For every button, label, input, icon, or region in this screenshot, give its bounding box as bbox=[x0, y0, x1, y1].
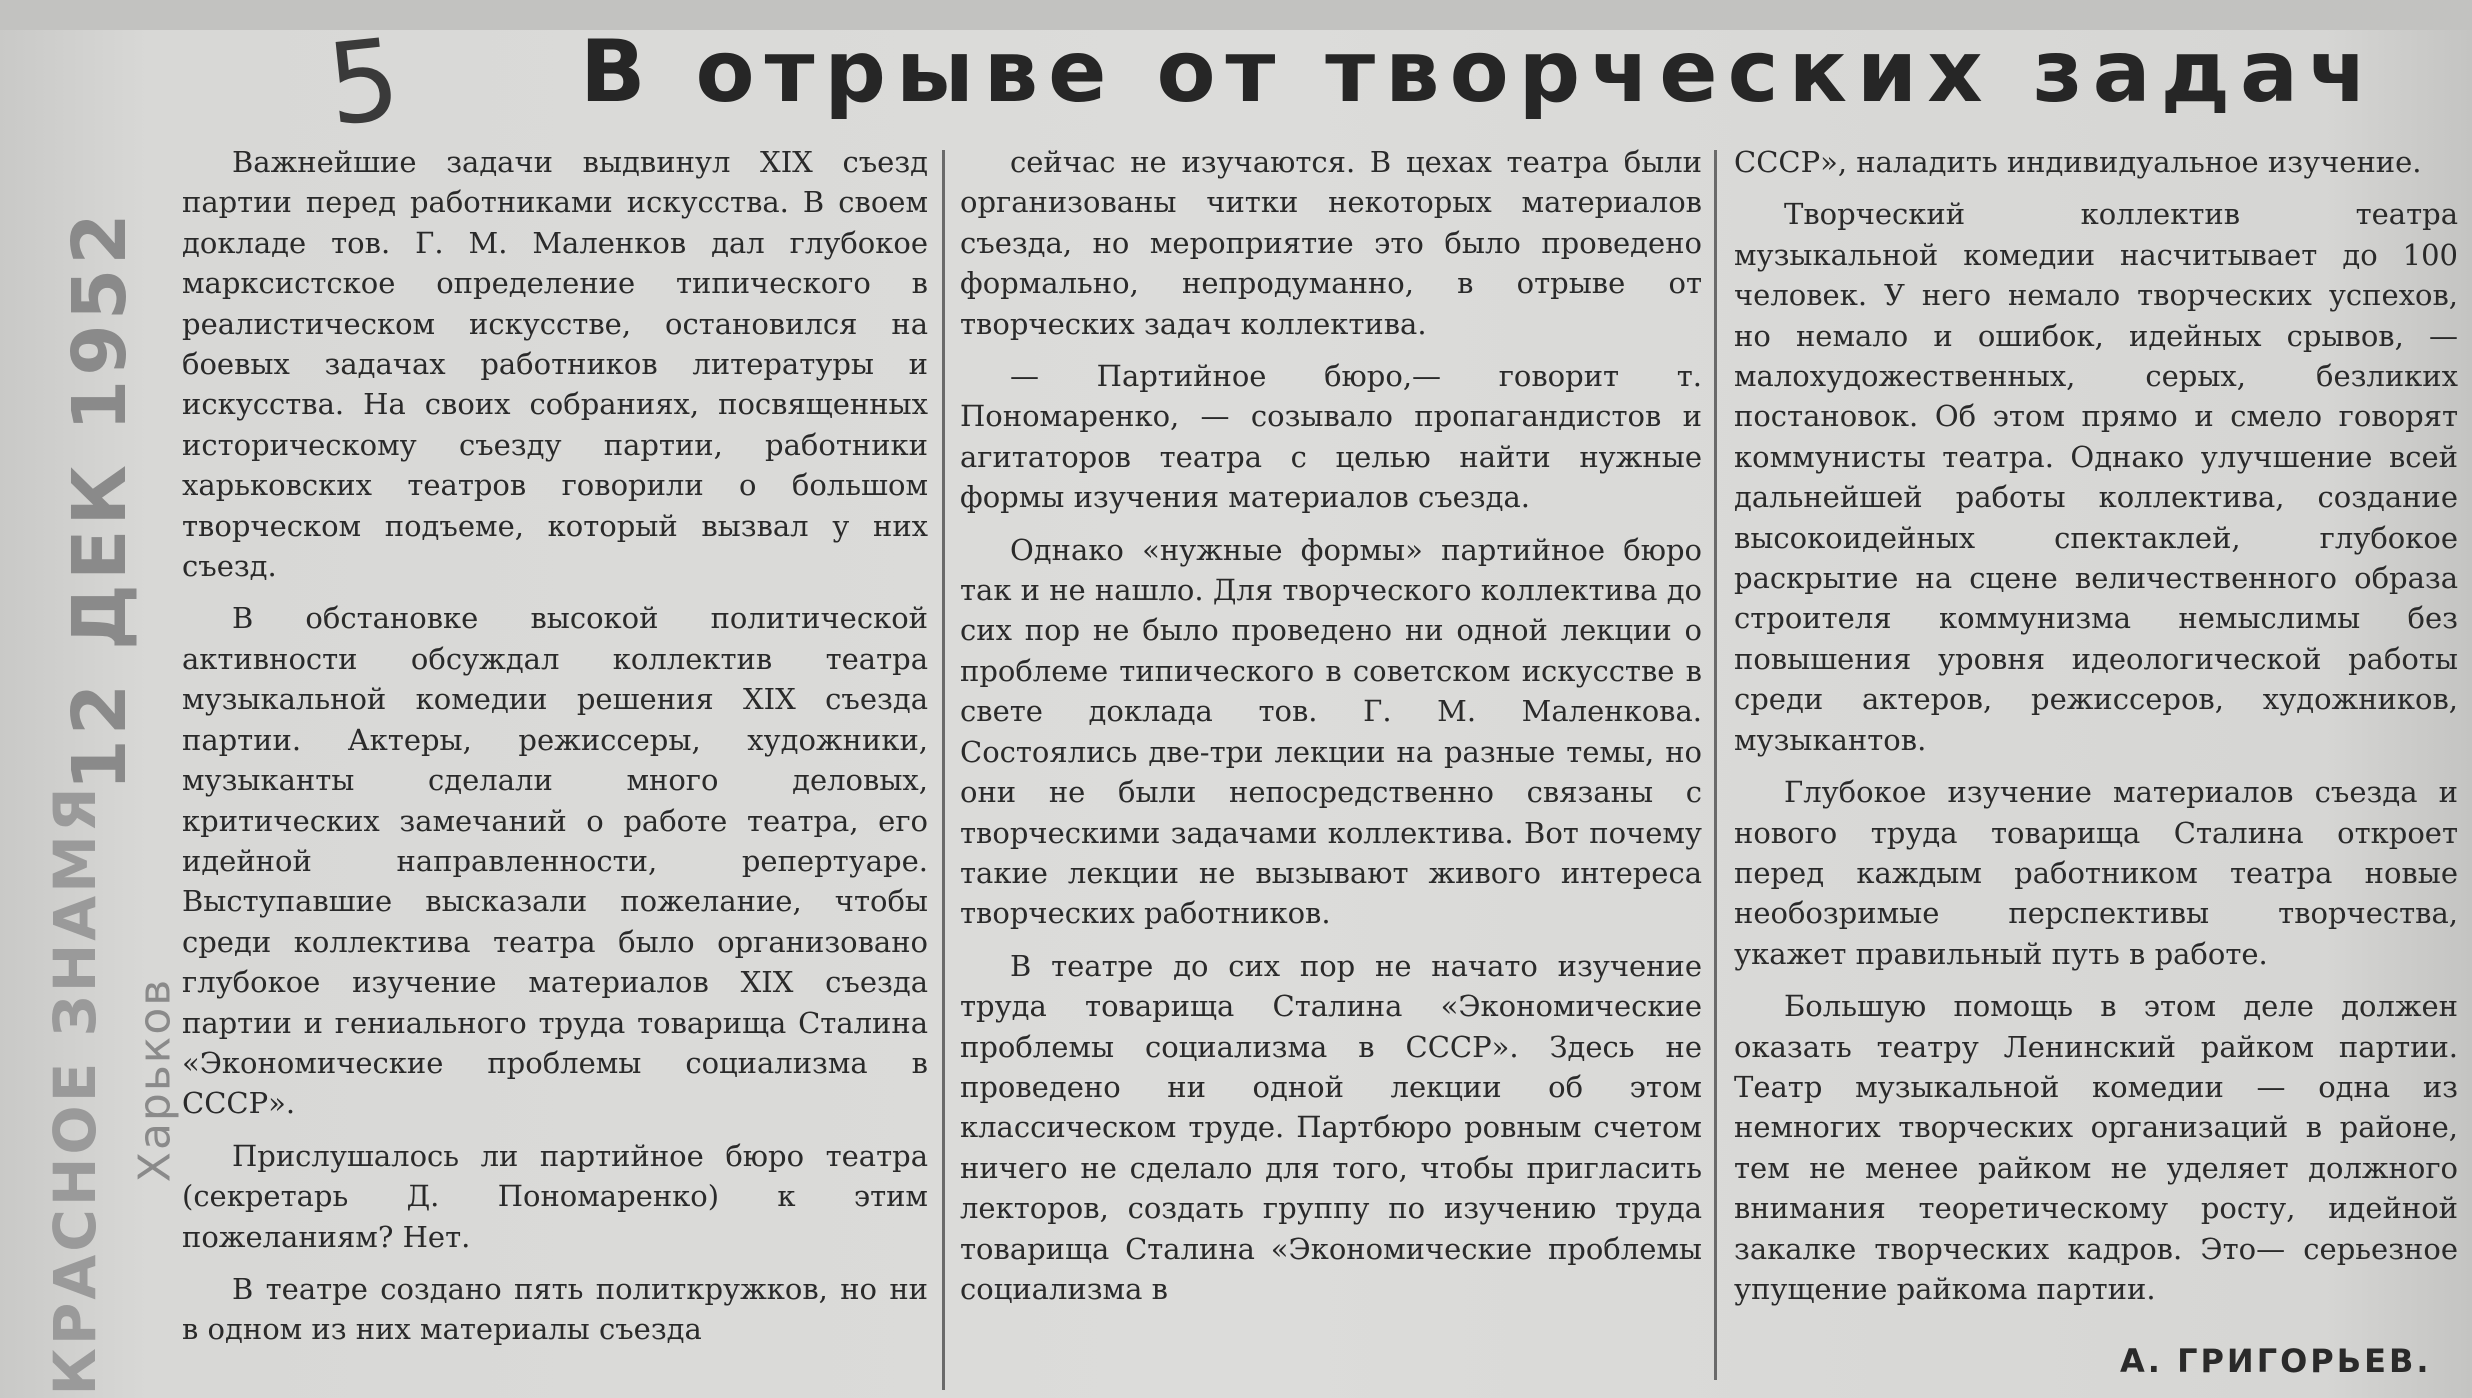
paragraph: В обстановке высокой политической активности обсуждал коллектив театра музыкальной комедии решения XIX съезда партии. Актеры, режиссеры, художники, музыканты сделали много деловых, критических замечаний о работе театра, его идейной направленности, репертуаре. Выступавшие высказали пожелание, чтобы среди коллектива театра было организовано глубокое изучение материалов XIX съезда партии и гениального труда товарища Сталина «Экономические проблемы социализма в СССР». bbox=[182, 601, 928, 1121]
handwritten-page-number: 5 bbox=[321, 14, 406, 152]
article-author: А. ГРИГОРЬЕВ. bbox=[2120, 1342, 2432, 1380]
paragraph: Большую помощь в этом деле должен оказать театру Ленинский райком партии. Театр музыкальной комедии — одна из немногих творческих организаций в районе, тем не менее райком не уделяет должного внимания теоретическому росту, идейной закалке творческих кадров. Это— серьезное упущение райкома партии. bbox=[1734, 989, 2458, 1306]
paragraph: В театре создано пять политкружков, но ни в одном из них материалы съезда bbox=[182, 1271, 928, 1347]
paragraph: — Партийное бюро,— говорит т. Пономаренко, — созывало пропагандистов и агитаторов театра с целью найти нужные формы изучения материалов съезда. bbox=[960, 359, 1702, 515]
article-column-2 bbox=[960, 142, 1702, 1309]
paragraph: Прислушалось ли партийное бюро театра (секретарь Д. Пономаренко) к этим пожеланиям? Нет. bbox=[182, 1138, 928, 1254]
paragraph: СССР», наладить индивидуальное изучение. bbox=[1734, 145, 2422, 179]
archive-date-text: 12 ДЕК 1952 bbox=[57, 209, 143, 791]
paragraph: В театре до сих пор не начато изучение труда товарища Сталина «Экономические проблемы социализма в СССР». Здесь не проведено ни одной лекции об этом классическом труде. Партбюро ровным счетом ничего не сделало для того, чтобы пригласить лекторов, создать группу по изучению труда товарища Сталина «Экономические проблемы социализма в bbox=[960, 948, 1702, 1306]
article-column-1 bbox=[182, 142, 928, 1350]
article-column-3 bbox=[1734, 142, 2458, 1309]
paragraph: Глубокое изучение материалов съезда и нового труда товарища Сталина откроет перед каждым работником театра новые необозримые перспективы творчества, укажет правильный путь в работе. bbox=[1734, 775, 2458, 971]
paragraph: сейчас не изучаются. В цехах театра были организованы читки некоторых материалов съезда, но мероприятие это было проведено формально, непродуманно, в отрыве от творческих задач коллектива. bbox=[960, 145, 1702, 341]
column-divider bbox=[1714, 150, 1717, 1380]
paragraph: Важнейшие задачи выдвинул XIX съезд партии перед работниками искусства. В своем докладе тов. Г. М. Маленков дал глубокое марксистское определение типического в реалистическом искусстве, остановился на боевых задачах работников литературы и искусства. На своих собраниях, посвященных историческому съезду партии, работники харьковских театров говорили о большом творческом подъеме, который вызвал у них съезд. bbox=[182, 145, 928, 584]
city-text: Харьков bbox=[129, 977, 181, 1183]
newspaper-name-text: КРАСНОЕ ЗНАМЯ bbox=[41, 784, 109, 1396]
archive-date-stamp bbox=[20, 209, 180, 791]
paragraph: Творческий коллектив театра музыкальной комедии насчитывает до 100 человек. У него немало творческих успехов, но немало и ошибок, идейных срывов, — малохудожественных, серых, безликих постановок. Об этом прямо и смело говорят коммунисты театра. Однако улучшение всей дальнейшей работы коллектива, создание высокоидейных спектаклей, глубокое раскрытие на сцене величественного образа строителя коммунизма немыслимы без повышения уровня идеологической работы среди актеров, режиссеров, художников, музыкантов. bbox=[1734, 197, 2458, 757]
paragraph: Однако «нужные формы» партийное бюро так и не нашло. Для творческого коллектива до сих пор не было проведено ни одной лекции о проблеме типического в советском искусстве в свете доклада тов. Г. М. Маленкова. Состоялись две-три лекции на разные темы, но они не были непосредственно связаны с творческими задачами коллектива. Вот почему такие лекции не вызывают живого интереса творческих работников. bbox=[960, 532, 1703, 931]
column-divider bbox=[942, 150, 945, 1390]
article-headline: В отрыве от творческих задач bbox=[580, 22, 2378, 122]
